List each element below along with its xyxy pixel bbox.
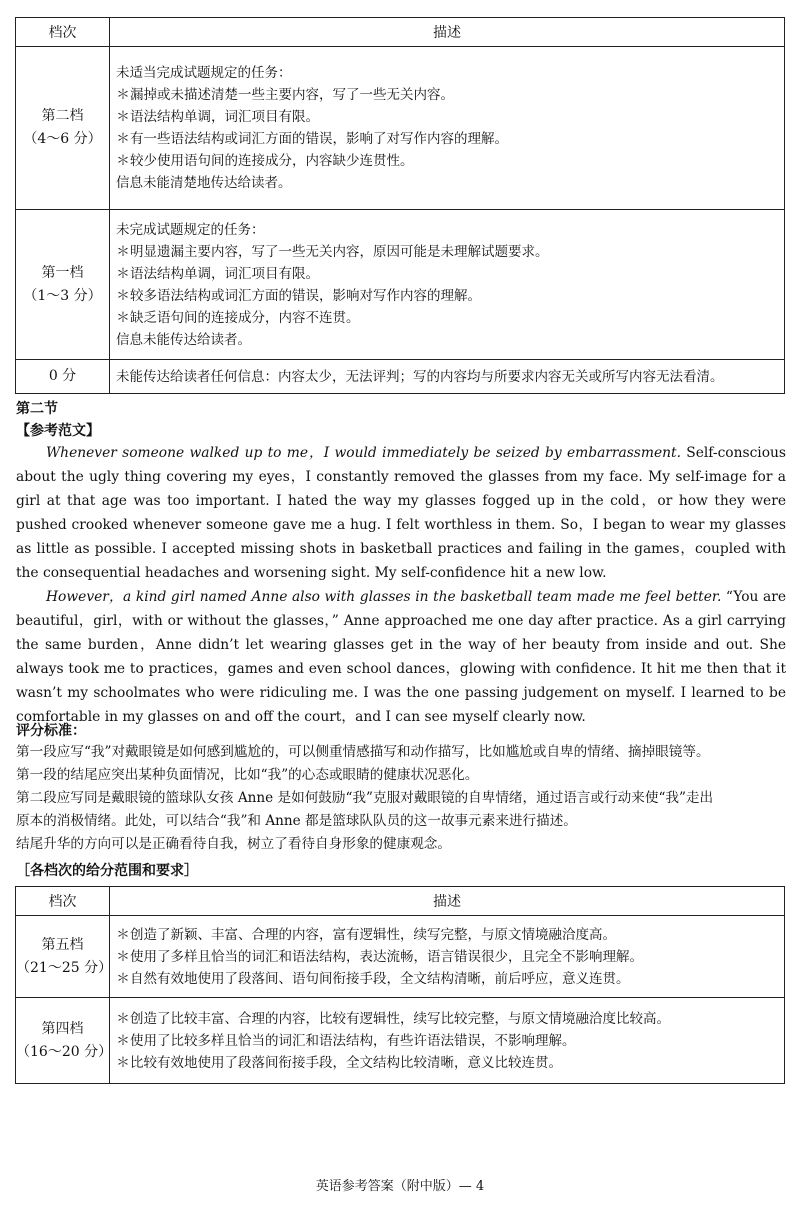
level-range: （16～20 分） <box>16 1043 113 1060</box>
level-cell <box>16 210 110 360</box>
intro-text: 未完成试题规定的任务： <box>116 221 265 238</box>
bullet-icon: ＊ <box>116 948 130 965</box>
level-cell <box>16 47 110 210</box>
bullet-item: ＊缺乏语句间的连接成分，内容不连贯。 <box>116 307 778 329</box>
criteria-line: 原本的消极情绪。此处，可以结合“我”和 Anne 都是篮球队队员的这一故事元素来进行描述。 <box>16 813 577 829</box>
criteria-line: 第一段应写“我”对戴眼镜是如何感到尴尬的，可以侧重情感描写和动作描写，比如尴尬或自卑的情绪、摘掉眼镜等。 <box>16 744 710 760</box>
ranges-label: ［各档次的给分范围和要求］ <box>16 863 198 879</box>
level-cell: 0 分 <box>16 360 110 394</box>
table-row <box>16 47 785 210</box>
description-cell <box>110 916 785 998</box>
bullet-icon: ＊ <box>116 109 130 125</box>
paragraph-lead: However，a kind girl named Anne also with glasses in the basketball team made me feel better. <box>46 589 722 605</box>
bullet-icon: ＊ <box>116 265 130 282</box>
criteria-line: 第二段应写同是戴眼镜的篮球队女孩 Anne 是如何鼓励“我”克服对戴眼镜的自卑情绪，通过语言或行动来使“我”走出 <box>16 790 714 806</box>
bullet-item: ＊创造了新颖、丰富、合理的内容，富有逻辑性，续写完整，与原文情境融洽度高。 <box>116 924 778 946</box>
bullet-icon: ＊ <box>116 153 130 169</box>
table-header-row <box>16 887 785 916</box>
level-cell <box>16 916 113 998</box>
table-row <box>16 360 785 394</box>
level-range: （1～3 分） <box>23 287 102 304</box>
essay-paragraph-2: However，a kind girl named Anne also with glasses in the basketball team made me feel better. “You are beautiful，girl，with or without the glasses，” Anne approached me one day after practice. As a girl carrying the same burden，Anne didn’t let wearing glasses get in the way of her beauty from inside and out. She always took me to practices，games and even school dances，glowing with confidence. It hit me then that it wasn’t my schoolmates who were ridiculing me. I was the one passing judgement on myself. I learned to be comfortable in my glasses on and off the court，and I can see myself clearly now. <box>16 589 786 725</box>
description-cell <box>110 998 785 1084</box>
bullet-icon: ＊ <box>116 131 130 147</box>
level-range: （4～6 分） <box>23 131 102 147</box>
reference-essay <box>16 441 786 729</box>
table-row <box>16 998 785 1084</box>
outro-text: 信息未能清楚地传达给读者。 <box>116 175 292 191</box>
description-cell <box>110 210 785 360</box>
level-range: （21～25 分） <box>16 959 113 976</box>
bullet-item: ＊使用了比较多样且恰当的词汇和语法结构，有些许语法错误，不影响理解。 <box>116 1030 778 1052</box>
bullet-item: ＊语法结构单调，词汇项目有限。 <box>116 106 778 128</box>
criteria-list <box>16 741 786 856</box>
criteria-label: 评分标准： <box>16 723 86 739</box>
header-level: 档次 <box>16 887 110 916</box>
page-footer: 英语参考答案（附中版）— 4 <box>315 1179 485 1194</box>
bullet-item: ＊有一些语法结构或词汇方面的错误，影响了对写作内容的理解。 <box>116 128 778 150</box>
bullet-item: ＊较少使用语句间的连接成分，内容缺少连贯性。 <box>116 150 778 172</box>
bullet-icon: ＊ <box>116 926 130 943</box>
section-heading: 第二节 <box>16 401 58 417</box>
bullet-icon: ＊ <box>116 1054 130 1071</box>
essay-paragraph-1: Whenever someone walked up to me，I would immediately be seized by embarrassment. Self-conscious about the ugly thing covering my eyes，I constantly removed the glasses from my face. My self-image for a girl at that age was too important. I hated the way my glasses fogged up in the cold，or how they were pushed crooked whenever someone gave me a hug. I felt worthless in them. So，I began to wear my glasses as little as possible. I accepted missing shots in basketball practices and failing in the games，coupled with the consequential headaches and worsening sight. My self-confidence hit a new low. <box>16 445 786 581</box>
description-cell <box>110 47 785 210</box>
bullet-item: ＊较多语法结构或词汇方面的错误，影响对写作内容的理解。 <box>116 285 778 307</box>
bullet-item: ＊创造了比较丰富、合理的内容，比较有逻辑性，续写比较完整，与原文情境融洽度比较高。 <box>116 1008 778 1030</box>
table-row <box>16 916 785 998</box>
outro-text: 信息未能传达给读者。 <box>116 331 251 348</box>
description-cell: 未能传达给读者任何信息：内容太少，无法评判；写的内容均与所要求内容无关或所写内容无法看清。 <box>110 360 785 394</box>
level-cell <box>16 998 113 1084</box>
reference-label: 【参考范文】 <box>16 423 100 439</box>
bullet-item: ＊使用了多样且恰当的词汇和语法结构，表达流畅，语言错误很少，且完全不影响理解。 <box>116 946 778 968</box>
bullet-icon: ＊ <box>116 287 130 304</box>
header-description: 描述 <box>110 18 785 47</box>
header-level: 档次 <box>16 18 110 47</box>
bullet-icon: ＊ <box>116 309 130 326</box>
bullet-icon: ＊ <box>116 970 130 987</box>
criteria-line: 第一段的结尾应突出某种负面情况，比如“我”的心态或眼睛的健康状况恶化。 <box>16 767 479 783</box>
bullet-icon: ＊ <box>116 1010 130 1027</box>
table-header-row <box>16 18 785 47</box>
bullet-icon: ＊ <box>116 1032 130 1049</box>
bullet-icon: ＊ <box>116 87 130 103</box>
paragraph-lead: Whenever someone walked up to me，I would immediately be seized by embarrassment. <box>46 445 681 461</box>
level-name: 第四档 <box>41 1020 84 1037</box>
bullet-item: ＊自然有效地使用了段落间、语句间衔接手段，全文结构清晰，前后呼应，意义连贯。 <box>116 968 778 990</box>
grading-table-1 <box>15 17 785 394</box>
level-name: 第五档 <box>41 936 84 953</box>
grading-table-2 <box>15 886 785 1084</box>
header-description: 描述 <box>110 887 785 916</box>
bullet-item: ＊漏掉或未描述清楚一些主要内容，写了一些无关内容。 <box>116 84 778 106</box>
bullet-item: ＊语法结构单调，词汇项目有限。 <box>116 263 778 285</box>
bullet-icon: ＊ <box>116 243 130 260</box>
intro-text: 未适当完成试题规定的任务： <box>116 65 292 81</box>
bullet-item: ＊比较有效地使用了段落间衔接手段，全文结构比较清晰，意义比较连贯。 <box>116 1052 778 1074</box>
level-name: 第二档 <box>41 108 84 124</box>
table-row <box>16 210 785 360</box>
criteria-line: 结尾升华的方向可以是正确看待自我，树立了看待自身形象的健康观念。 <box>16 836 451 852</box>
level-name: 第一档 <box>41 264 84 281</box>
bullet-item: ＊明显遗漏主要内容，写了一些无关内容，原因可能是未理解试题要求。 <box>116 241 778 263</box>
